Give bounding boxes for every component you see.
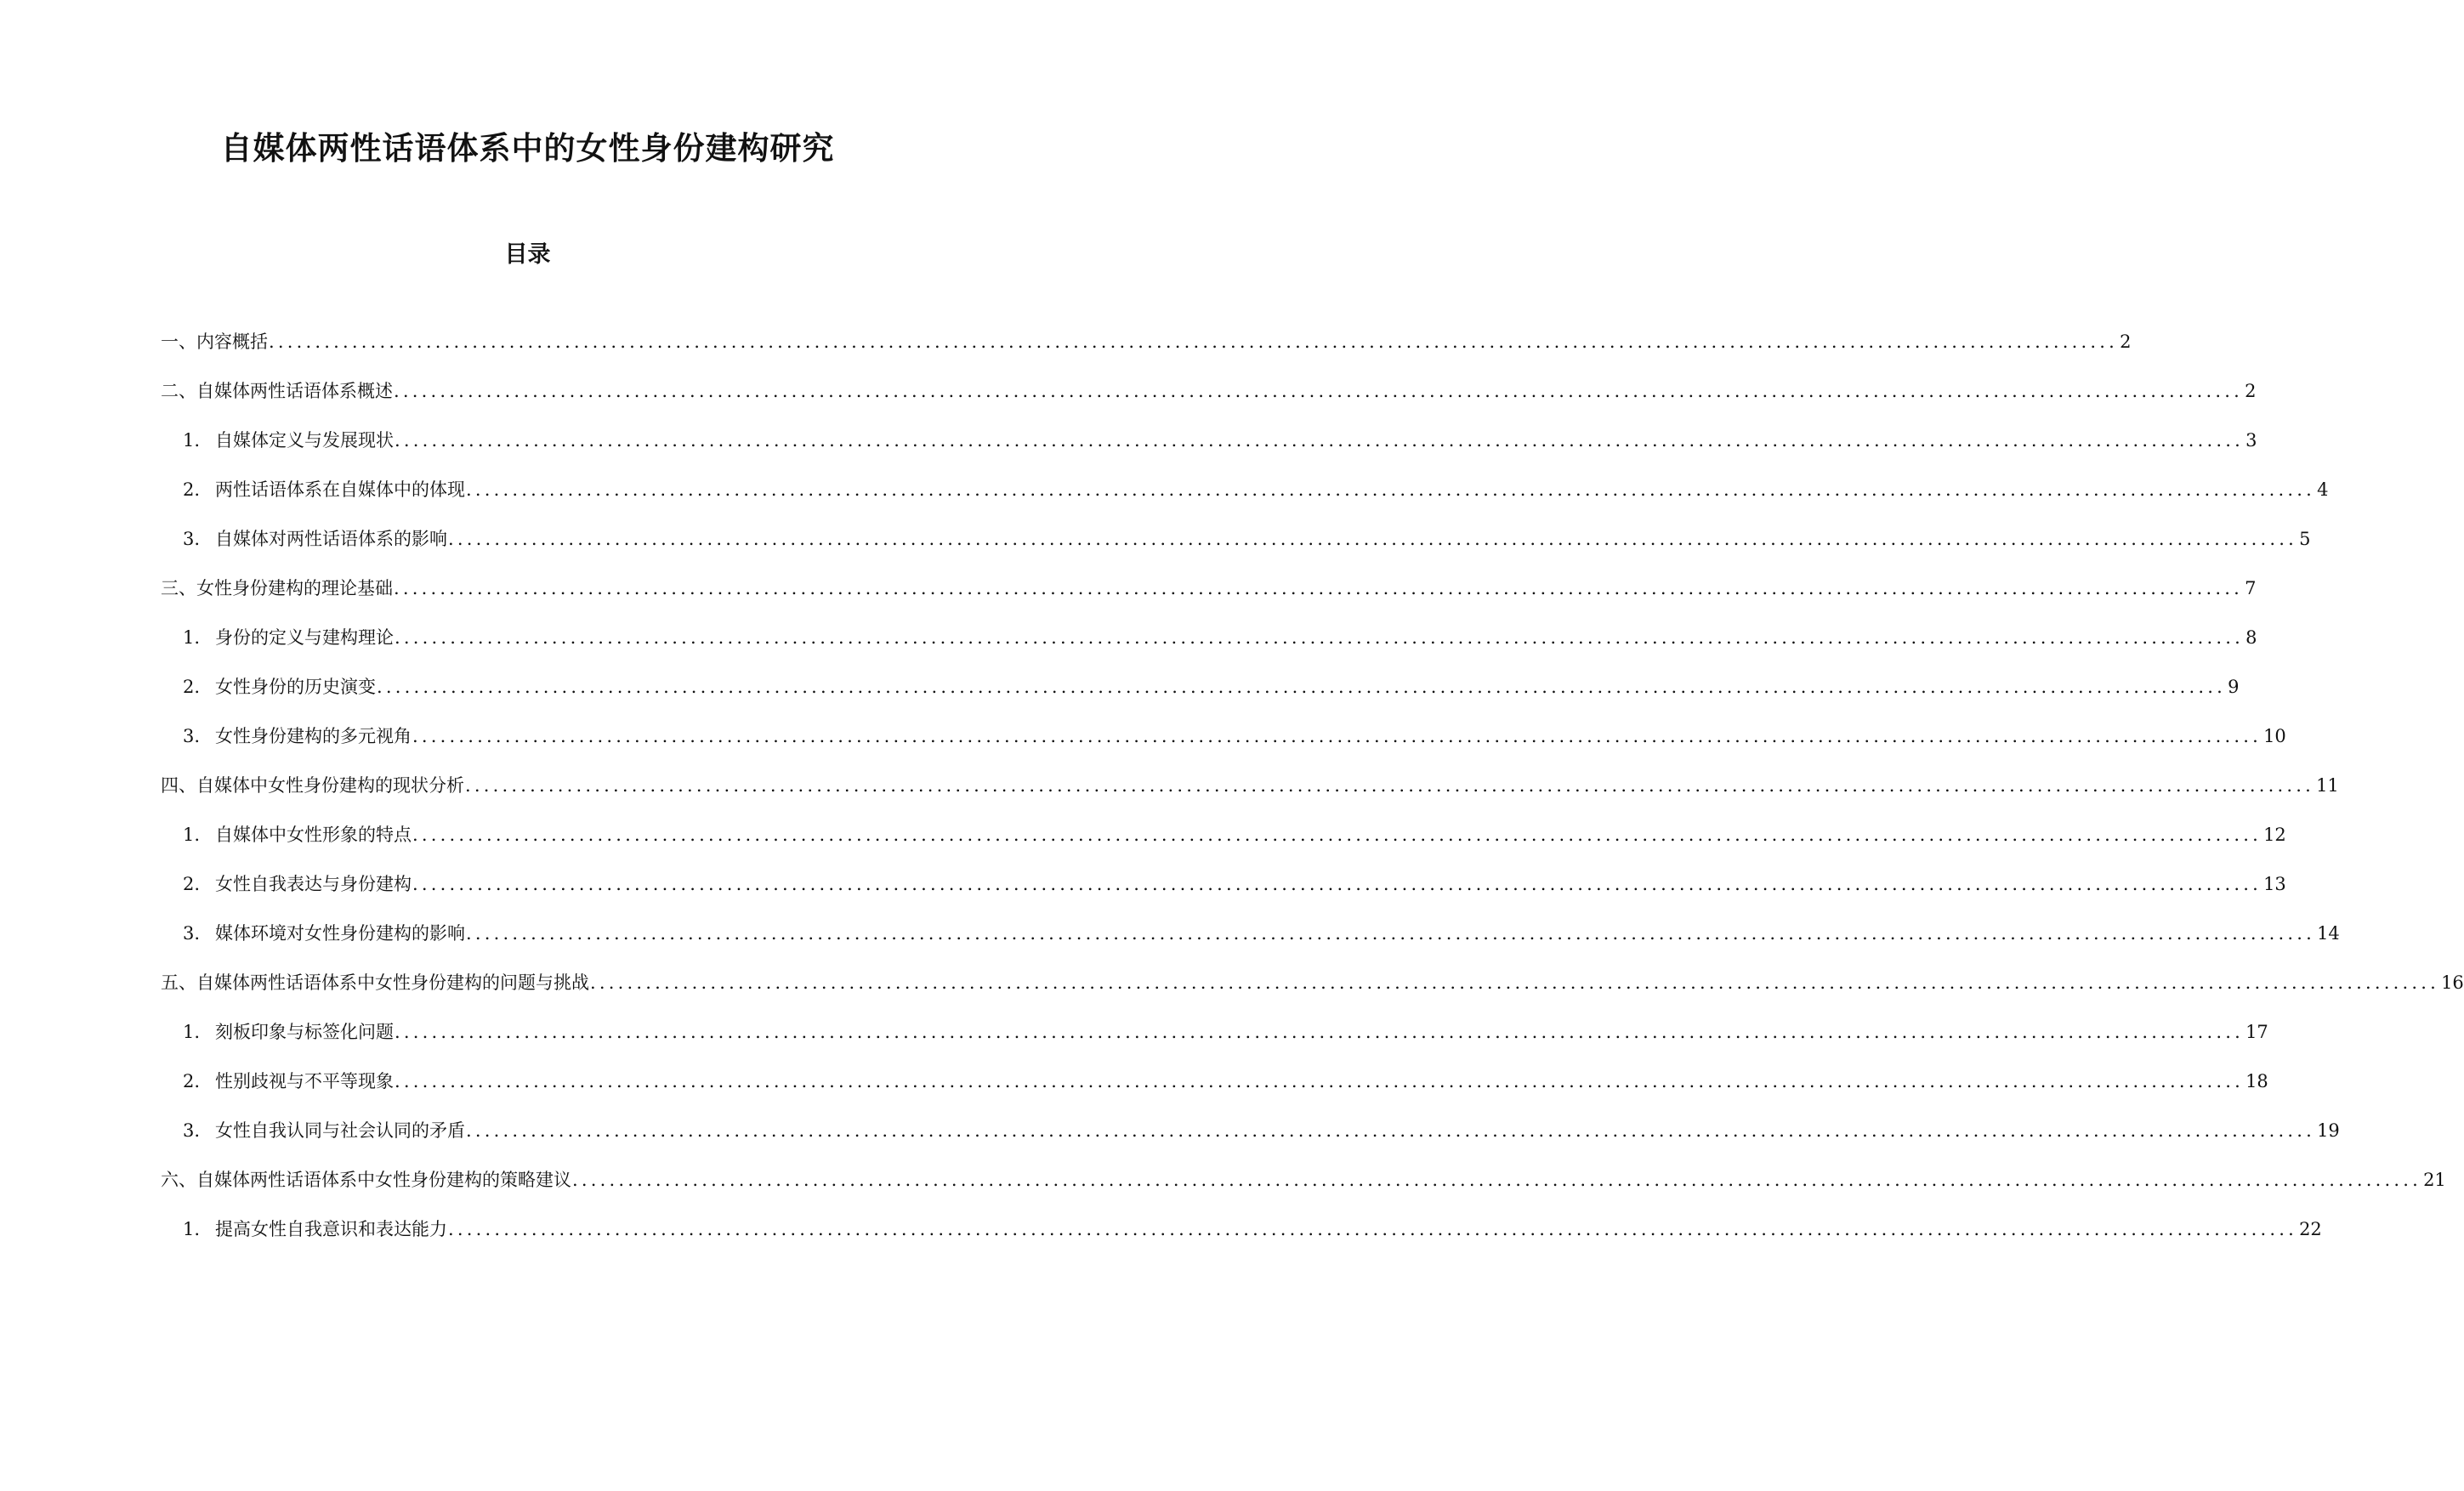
toc-entry-page-number: 4 (2317, 479, 2329, 500)
toc-entry-title: 女性身份的历史演变 (215, 677, 376, 697)
toc-entry-page-number: 2 (2245, 381, 2257, 401)
toc-entry-number: 2. (183, 677, 201, 697)
toc-entry-number: 1. (183, 627, 201, 648)
toc-dot-leader: ........................................................................................................................................................................................................ (572, 1170, 2422, 1190)
toc-entry-page-number: 12 (2263, 825, 2286, 845)
toc-entry-number: 3. (183, 529, 201, 549)
toc-entry[interactable] (183, 524, 2311, 553)
toc-entry-number: 2. (183, 479, 201, 500)
toc-entry[interactable] (183, 820, 2286, 849)
toc-entry-title: 五、自媒体两性话语体系中女性身份建构的问题与挑战 (161, 972, 589, 993)
toc-entry-number: 1. (183, 1219, 201, 1239)
toc-entry[interactable] (161, 377, 2257, 405)
toc-entry-title: 两性话语体系在自媒体中的体现 (215, 479, 465, 500)
toc-dot-leader: ........................................................................................................................................................................................................ (466, 923, 2316, 944)
toc-dot-leader: ........................................................................................................................................................................................................ (412, 874, 2262, 894)
toc-dot-leader: ........................................................................................................................................................................................................ (269, 332, 2119, 352)
toc-dot-leader: ........................................................................................................................................................................................................ (395, 1022, 2245, 1042)
toc-dot-leader: ........................................................................................................................................................................................................ (395, 430, 2245, 451)
toc-entry-page-number: 3 (2245, 430, 2257, 451)
toc-entry-page-number: 21 (2423, 1170, 2446, 1190)
toc-heading: 目录 (504, 241, 551, 268)
toc-entry[interactable] (161, 968, 2464, 997)
toc-entry[interactable] (183, 672, 2240, 701)
toc-entry[interactable] (161, 327, 2132, 356)
toc-entry-page-number: 5 (2299, 529, 2311, 549)
toc-dot-leader: ........................................................................................................................................................................................................ (466, 479, 2316, 500)
toc-dot-leader: ........................................................................................................................................................................................................ (412, 726, 2262, 746)
toc-entry-number: 2. (183, 874, 201, 894)
toc-dot-leader: ........................................................................................................................................................................................................ (394, 578, 2244, 598)
toc-dot-leader: ........................................................................................................................................................................................................ (395, 627, 2245, 648)
toc-dot-leader: ........................................................................................................................................................................................................ (448, 529, 2298, 549)
toc-entry-title: 身份的定义与建构理论 (215, 627, 394, 648)
toc-entry-title: 一、内容概括 (161, 332, 268, 352)
toc-entry-page-number: 2 (2120, 332, 2132, 352)
toc-entry-number: 1. (183, 825, 201, 845)
toc-entry-title: 性别歧视与不平等现象 (215, 1071, 394, 1091)
toc-entry[interactable] (183, 722, 2286, 751)
toc-dot-leader: ........................................................................................................................................................................................................ (394, 381, 2244, 401)
toc-entry-page-number: 22 (2299, 1219, 2322, 1239)
toc-entry-page-number: 7 (2245, 578, 2257, 598)
toc-dot-leader: ........................................................................................................................................................................................................ (412, 825, 2262, 845)
toc-entry-title: 女性自我认同与社会认同的矛盾 (215, 1120, 465, 1141)
toc-entry-title: 四、自媒体中女性身份建构的现状分析 (161, 775, 464, 796)
toc-entry[interactable] (183, 870, 2286, 899)
toc-entry[interactable] (183, 623, 2257, 652)
toc-entry[interactable] (183, 426, 2257, 455)
toc-entry-page-number: 16 (2441, 972, 2464, 993)
toc-entry-page-number: 19 (2317, 1120, 2340, 1141)
toc-entry-page-number: 14 (2317, 923, 2340, 944)
toc-entry-page-number: 8 (2245, 627, 2257, 648)
toc-entry[interactable] (183, 1018, 2268, 1046)
toc-entry[interactable] (183, 475, 2329, 504)
toc-entry-number: 3. (183, 923, 201, 944)
toc-entry-number: 3. (183, 726, 201, 746)
toc-dot-leader: ........................................................................................................................................................................................................ (465, 775, 2315, 796)
toc-entry-title: 二、自媒体两性话语体系概述 (161, 381, 393, 401)
toc-dot-leader: ........................................................................................................................................................................................................ (590, 972, 2440, 993)
toc-entry[interactable] (161, 1165, 2446, 1194)
toc-entry-number: 1. (183, 1022, 201, 1042)
toc-entry-page-number: 17 (2245, 1022, 2268, 1042)
toc-entry[interactable] (183, 919, 2340, 948)
toc-dot-leader: ........................................................................................................................................................................................................ (448, 1219, 2298, 1239)
toc-entry-title: 媒体环境对女性身份建构的影响 (215, 923, 465, 944)
toc-entry-number: 3. (183, 1120, 201, 1141)
toc-entry[interactable] (183, 1116, 2340, 1145)
toc-entry-title: 六、自媒体两性话语体系中女性身份建构的策略建议 (161, 1170, 571, 1190)
toc-entry-page-number: 18 (2245, 1071, 2268, 1091)
toc-entry-title: 自媒体定义与发展现状 (215, 430, 394, 451)
toc-entry-title: 自媒体中女性形象的特点 (215, 825, 412, 845)
toc-entry-page-number: 13 (2263, 874, 2286, 894)
toc-entry-page-number: 10 (2263, 726, 2286, 746)
toc-dot-leader: ........................................................................................................................................................................................................ (466, 1120, 2316, 1141)
document-title: 自媒体两性话语体系中的女性身份建构研究 (220, 130, 835, 167)
toc-entry-title: 自媒体对两性话语体系的影响 (215, 529, 447, 549)
toc-entry[interactable] (161, 771, 2339, 800)
toc-dot-leader: ........................................................................................................................................................................................................ (395, 1071, 2245, 1091)
toc-entry-title: 提高女性自我意识和表达能力 (215, 1219, 447, 1239)
toc-entry-page-number: 11 (2316, 775, 2339, 796)
toc-entry-number: 1. (183, 430, 201, 451)
toc-entry[interactable] (183, 1067, 2268, 1096)
toc-entry-title: 刻板印象与标签化问题 (215, 1022, 394, 1042)
toc-entry[interactable] (161, 574, 2257, 603)
toc-entry-title: 女性身份建构的多元视角 (215, 726, 412, 746)
toc-entry-title: 三、女性身份建构的理论基础 (161, 578, 393, 598)
toc-entry-title: 女性自我表达与身份建构 (215, 874, 412, 894)
toc-entry[interactable] (183, 1215, 2322, 1244)
toc-entry-page-number: 9 (2228, 677, 2240, 697)
toc-dot-leader: ........................................................................................................................................................................................................ (377, 677, 2227, 697)
toc-entry-number: 2. (183, 1071, 201, 1091)
